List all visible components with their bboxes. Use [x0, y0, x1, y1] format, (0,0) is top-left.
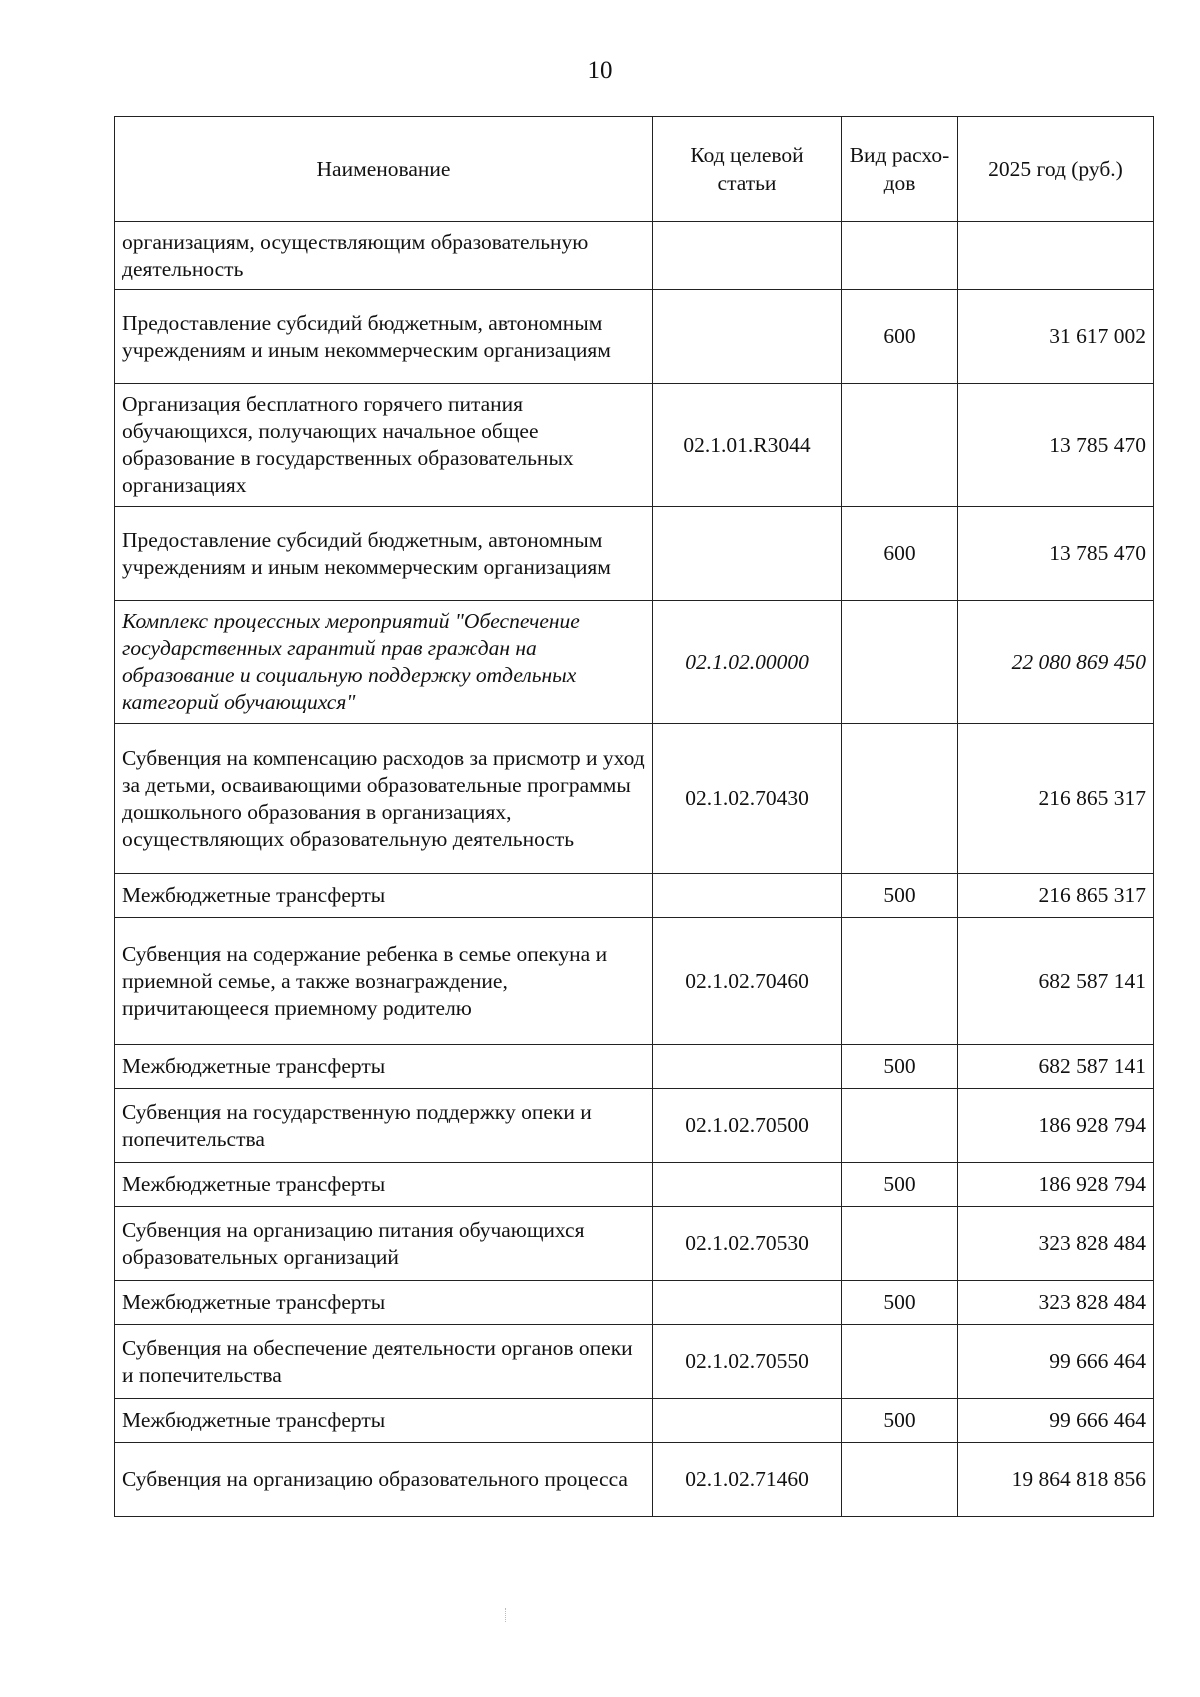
row-name: Предоставление субсидий бюджетным, автономным учреждениям и иным некоммерческим организациям [115, 507, 653, 601]
table-row [115, 507, 1154, 601]
table-row [115, 1089, 1154, 1163]
row-code [653, 1045, 842, 1089]
row-kind: 500 [842, 1045, 958, 1089]
row-code [653, 874, 842, 918]
row-sum: 682 587 141 [958, 1045, 1154, 1089]
table-row [115, 724, 1154, 874]
table-row [115, 874, 1154, 918]
row-sum: 323 828 484 [958, 1207, 1154, 1281]
row-kind [842, 384, 958, 507]
row-kind [842, 918, 958, 1045]
row-kind [842, 601, 958, 724]
row-kind: 600 [842, 290, 958, 384]
row-kind: 500 [842, 874, 958, 918]
row-kind: 500 [842, 1399, 958, 1443]
table-row [115, 384, 1154, 507]
row-sum: 216 865 317 [958, 874, 1154, 918]
row-sum: 31 617 002 [958, 290, 1154, 384]
table-row [115, 1163, 1154, 1207]
row-code: 02.1.01.R3044 [653, 384, 842, 507]
row-name: организациям, осуществляющим образовательную деятельность [115, 222, 653, 290]
row-sum: 682 587 141 [958, 918, 1154, 1045]
row-name: Субвенция на содержание ребенка в семье опекуна и приемной семье, а также вознаграждение, причитающееся приемному родителю [115, 918, 653, 1045]
page-number: 10 [587, 57, 613, 84]
header-sum: 2025 год (руб.) [958, 117, 1154, 222]
row-sum: 323 828 484 [958, 1281, 1154, 1325]
row-code [653, 222, 842, 290]
row-code: 02.1.02.70500 [653, 1089, 842, 1163]
table-row [115, 918, 1154, 1045]
table-row [115, 1399, 1154, 1443]
row-sum: 13 785 470 [958, 384, 1154, 507]
row-kind [842, 1089, 958, 1163]
table-body [115, 222, 1154, 1517]
row-kind [842, 724, 958, 874]
row-code: 02.1.02.71460 [653, 1443, 842, 1517]
row-name: Межбюджетные трансферты [115, 1281, 653, 1325]
table-row [115, 1207, 1154, 1281]
row-name: Предоставление субсидий бюджетным, автономным учреждениям и иным некоммерческим организациям [115, 290, 653, 384]
row-kind: 600 [842, 507, 958, 601]
header-code: Код целевой статьи [653, 117, 842, 222]
row-code: 02.1.02.70430 [653, 724, 842, 874]
row-kind [842, 1325, 958, 1399]
row-sum: 99 666 464 [958, 1325, 1154, 1399]
row-name: Межбюджетные трансферты [115, 874, 653, 918]
table-row [115, 1325, 1154, 1399]
row-code [653, 1399, 842, 1443]
row-kind: 500 [842, 1281, 958, 1325]
table-row [115, 1443, 1154, 1517]
row-code: 02.1.02.00000 [653, 601, 842, 724]
row-name: Субвенция на государственную поддержку опеки и попечительства [115, 1089, 653, 1163]
table-row [115, 1045, 1154, 1089]
row-sum: 186 928 794 [958, 1089, 1154, 1163]
row-code [653, 290, 842, 384]
budget-table [114, 116, 1154, 1517]
table-row [115, 601, 1154, 724]
row-code: 02.1.02.70460 [653, 918, 842, 1045]
row-kind [842, 222, 958, 290]
row-sum: 186 928 794 [958, 1163, 1154, 1207]
table-row [115, 290, 1154, 384]
row-code: 02.1.02.70530 [653, 1207, 842, 1281]
row-name: Межбюджетные трансферты [115, 1163, 653, 1207]
header-kind: Вид расхо-дов [842, 117, 958, 222]
row-name: Субвенция на компенсацию расходов за присмотр и уход за детьми, осваивающими образовательные программы дошкольного образования в организациях, осуществляющих образовательную деятельность [115, 724, 653, 874]
header-name: Наименование [115, 117, 653, 222]
row-name: Комплекс процессных мероприятий "Обеспечение государственных гарантий прав граждан на образование и социальную поддержку отдельных категорий обучающихся" [115, 601, 653, 724]
scan-mark [505, 1608, 508, 1622]
table-row [115, 1281, 1154, 1325]
row-sum: 13 785 470 [958, 507, 1154, 601]
row-code [653, 507, 842, 601]
table-header-row [115, 117, 1154, 222]
row-name: Субвенция на организацию питания обучающихся образовательных организаций [115, 1207, 653, 1281]
row-kind: 500 [842, 1163, 958, 1207]
row-sum: 99 666 464 [958, 1399, 1154, 1443]
row-name: Организация бесплатного горячего питания обучающихся, получающих начальное общее образование в государственных образовательных организациях [115, 384, 653, 507]
row-name: Межбюджетные трансферты [115, 1399, 653, 1443]
row-name: Субвенция на обеспечение деятельности органов опеки и попечительства [115, 1325, 653, 1399]
row-sum: 216 865 317 [958, 724, 1154, 874]
row-sum: 19 864 818 856 [958, 1443, 1154, 1517]
row-name: Субвенция на организацию образовательного процесса [115, 1443, 653, 1517]
row-sum [958, 222, 1154, 290]
row-name: Межбюджетные трансферты [115, 1045, 653, 1089]
row-kind [842, 1207, 958, 1281]
row-code: 02.1.02.70550 [653, 1325, 842, 1399]
row-sum: 22 080 869 450 [958, 601, 1154, 724]
row-code [653, 1281, 842, 1325]
table-row [115, 222, 1154, 290]
row-kind [842, 1443, 958, 1517]
row-code [653, 1163, 842, 1207]
